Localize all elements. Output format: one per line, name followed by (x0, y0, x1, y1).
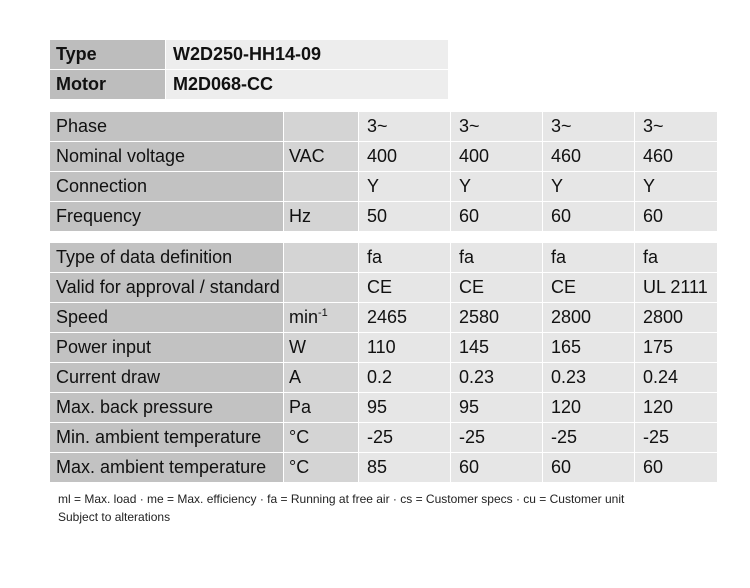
spec-unit (284, 363, 358, 392)
spec-unit (284, 393, 358, 422)
spec-value: 0.24 (635, 363, 717, 392)
header-table (50, 40, 448, 100)
spec-value: fa (543, 243, 634, 272)
spec-unit (284, 423, 358, 452)
spec-value: CE (451, 273, 542, 302)
spec-value: 0.2 (359, 363, 450, 392)
spec-value: 0.23 (451, 363, 542, 392)
spec-value: 2800 (635, 303, 717, 332)
performance-specs-table (50, 243, 717, 483)
spec-row (50, 303, 717, 332)
spec-unit-text: °C (289, 457, 310, 477)
spec-name: Phase (50, 112, 283, 141)
spec-unit-text: W (289, 337, 306, 357)
spec-value: 60 (543, 453, 634, 482)
spec-name: Frequency (50, 202, 283, 231)
type-label: Type (50, 40, 165, 69)
spec-value: 3~ (543, 112, 634, 141)
spec-value: Y (451, 172, 542, 201)
spec-value: 120 (635, 393, 717, 422)
spec-name: Speed (50, 303, 283, 332)
spec-value: 0.23 (543, 363, 634, 392)
spec-row (50, 363, 717, 392)
motor-label: Motor (50, 70, 165, 99)
spec-value: 60 (451, 453, 542, 482)
spec-name: Type of data definition (50, 243, 283, 272)
spec-value: CE (543, 273, 634, 302)
spec-unit-text: A (289, 367, 302, 387)
spec-unit-text: °C (289, 427, 310, 447)
spec-name: Min. ambient temperature (50, 423, 283, 452)
spec-row (50, 273, 717, 302)
spec-value: 85 (359, 453, 450, 482)
spec-value: 3~ (635, 112, 717, 141)
spec-row (50, 172, 717, 201)
spec-value: fa (635, 243, 717, 272)
spec-value: 165 (543, 333, 634, 362)
spec-value: 2465 (359, 303, 450, 332)
spec-row (50, 393, 717, 422)
spec-value: 50 (359, 202, 450, 231)
spec-row (50, 243, 717, 272)
spec-value: 175 (635, 333, 717, 362)
header-row-motor (50, 70, 448, 99)
spec-value: 60 (451, 202, 542, 231)
spec-value: 3~ (451, 112, 542, 141)
spec-value: 60 (635, 202, 717, 231)
type-value: W2D250-HH14-09 (166, 40, 448, 69)
spec-value: 95 (359, 393, 450, 422)
spec-value: 120 (543, 393, 634, 422)
spec-unit (284, 243, 358, 272)
spec-value: -25 (543, 423, 634, 452)
spec-value: 60 (543, 202, 634, 231)
spec-value: Y (543, 172, 634, 201)
spec-value: 400 (451, 142, 542, 171)
spec-unit (284, 142, 358, 171)
spec-unit (284, 303, 358, 332)
spec-row (50, 112, 717, 141)
motor-value: M2D068-CC (166, 70, 448, 99)
spec-unit (284, 172, 358, 201)
spec-name: Connection (50, 172, 283, 201)
spec-row (50, 453, 717, 482)
spec-value: CE (359, 273, 450, 302)
spec-unit-text: Pa (289, 397, 312, 417)
spec-name: Max. ambient temperature (50, 453, 283, 482)
spec-unit-text: VAC (289, 146, 325, 166)
spec-value: 60 (635, 453, 717, 482)
spec-value: 3~ (359, 112, 450, 141)
electrical-specs-table (50, 112, 717, 232)
spec-value: 95 (451, 393, 542, 422)
spec-unit-text: min (289, 307, 319, 327)
spec-name: Current draw (50, 363, 283, 392)
spec-name: Nominal voltage (50, 142, 283, 171)
spec-unit (284, 453, 358, 482)
spec-row (50, 423, 717, 452)
spec-value: UL 2111 (635, 273, 717, 302)
spec-name: Power input (50, 333, 283, 362)
spec-value: Y (359, 172, 450, 201)
spec-unit (284, 202, 358, 231)
spec-unit-exponent: -1 (318, 307, 328, 319)
spec-name: Max. back pressure (50, 393, 283, 422)
spec-value: -25 (451, 423, 542, 452)
spec-value: 460 (543, 142, 634, 171)
spec-unit (284, 333, 358, 362)
spec-value: 460 (635, 142, 717, 171)
spec-row (50, 202, 717, 231)
spec-value: -25 (359, 423, 450, 452)
legend-note: ml = Max. load · me = Max. efficiency · fa = Running at free air · cs = Customer specs · cu = Customer unit (58, 492, 625, 506)
spec-value: 2580 (451, 303, 542, 332)
spec-value: -25 (635, 423, 717, 452)
spec-row (50, 333, 717, 362)
spec-name: Valid for approval / standard (50, 273, 283, 302)
spec-value: Y (635, 172, 717, 201)
spec-row (50, 142, 717, 171)
spec-value: fa (451, 243, 542, 272)
spec-value: 2800 (543, 303, 634, 332)
spec-value: 145 (451, 333, 542, 362)
spec-value: 110 (359, 333, 450, 362)
spec-value: 400 (359, 142, 450, 171)
alterations-note: Subject to alterations (58, 510, 171, 524)
spec-unit-text: Hz (289, 206, 311, 226)
spec-unit (284, 112, 358, 141)
header-row-type (50, 40, 448, 69)
spec-value: fa (359, 243, 450, 272)
spec-unit (284, 273, 358, 302)
